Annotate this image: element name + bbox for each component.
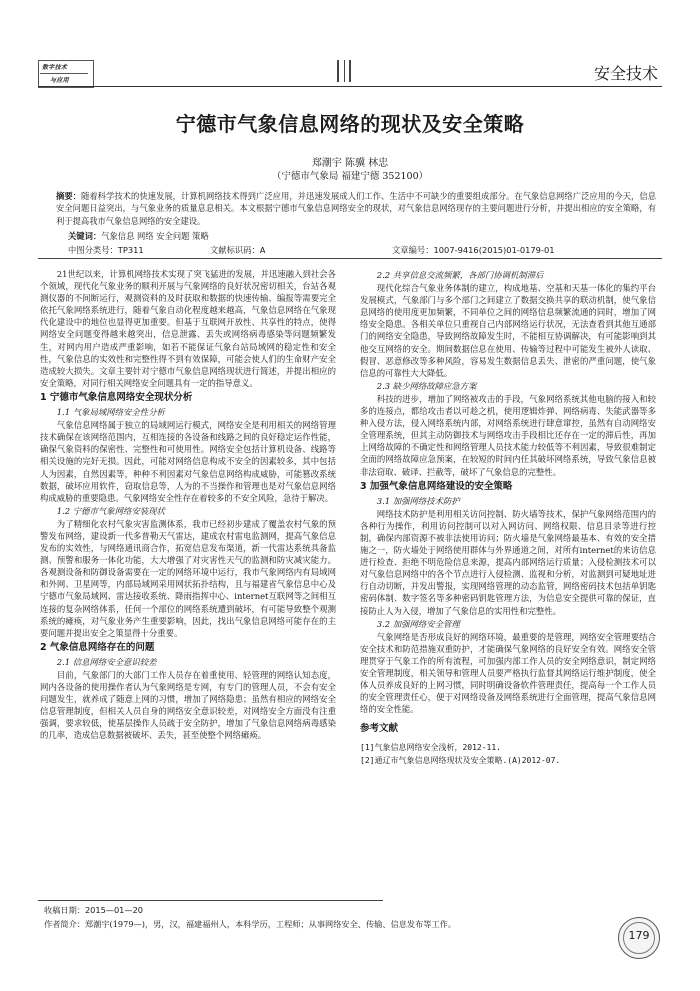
references-heading: 参考文献: [360, 723, 399, 735]
abstract-label: 摘要：: [56, 191, 82, 201]
keywords-text: 气象信息 网络 安全问题 策略: [101, 231, 209, 241]
reference-item: [2]通辽市气象信息网络现状及安全策略.(A)2012-07.: [360, 756, 561, 766]
article-number: 文章编号：1007-9416(2015)01-0179-01: [392, 245, 555, 255]
journal-logo-line2: 与应用: [50, 77, 69, 84]
journal-logo-line1: 数字技术: [42, 64, 68, 71]
section-heading: 1 宁德市气象信息网络安全现状分析: [40, 391, 193, 403]
author-affiliation: （宁德市气象局 福建宁德 352100）: [271, 171, 429, 182]
subsection-heading: 2.1 信息网络安全意识较差: [56, 656, 157, 667]
section-title: 安全技术: [593, 64, 658, 83]
clc-number: 中图分类号：TP311: [68, 245, 144, 255]
body-paragraph: 网络技术防护是利用相关访问控制、防火墙等技术，保护气象网络范围内的各种行为操作，利用访问控制可以对入网访问、网络权限、信息目录等进行控制，确保内部资源不被非法使用访问；防火墙是气象网络最基本、有效的安全措施之一，防火墙处于网络使用群体与外界通道之间，对所有internet的来访信息进行检查、拒绝不明危险信息来源，提高内部网络运行质量；入侵检测技术可以对气象信息网络中的各个节点进行入侵检测、监视和分析，对监测到可疑地址进行自动切断，并发出警报，实现网络管理的动态监管，网络密码技术包括单钥匙密码体制、数字签名等多种密码钥匙管理方法，为信息安全提供可靠的保证，直接防止人为入侵，增加了气象信息的实用性和完整性。: [360, 508, 656, 616]
subsection-heading: 2.2 共享信息交流频繁，各部门协调机制滞后: [376, 270, 544, 280]
intro-paragraph: 21世纪以来，计算机网络技术实现了突飞猛进的发展，并迅速融入到社会各个领域，现代化气象业务的顺利开展与气象网络的良好状况密切相关，台站各观测仪器的不间断运行，观测资料的及时获取和数据的快速传输、编报等需要完全依托气象网络系统进行，随着气象自动化程度越来越高，气象信息网络在气象现代化建设中的地位也显得更加重要。但基于互联网开放性、共享性的特点，使得网络安全问题变得越来越突出，信息泄露、丢失或网络病毒感染等问题频繁发生，对网内用户造成严重影响，如若不能保证气象台站局域网的稳定性和安全性，气象信息的实效性和完整性得不到有效保障，可能会使人们的生命财产安全造成较大损失。文章主要针对宁德市气象信息网络现状进行简述，并提出相应的安全策略，对同行相关网络安全问题具有一定的指导意义。: [40, 269, 336, 388]
subsection-heading: 2.3 缺少网络故障应急方案: [376, 380, 477, 391]
footnote-rule: [38, 900, 383, 901]
article-title: 宁德市气象信息网络的现状及安全策略: [175, 112, 525, 136]
body-paragraph: 气象信息网络属于独立的局域网运行模式，网络安全是利用相关的网络管理技术确保在该网络范围内，互相连接的各设备和线路之间的良好稳定运作性能，确保气象资料的保密性、完整性和可使用性。网络安全包括计算机设备、线路等相关设施的完好无损。因此，可能对网络信息构成不安全的因素较多，其中包括人为因素，自然因素等，种种不利因素对气象信息网络构成威胁，可能篡改系统数据，破坏应用软件，窃取信息等，人为的不当操作和管理也是对气象信息网络构成威胁的重要隐患。气象网络安全性存在着较多的不安全风险，急待于解决。: [40, 420, 336, 503]
header-bar: [349, 60, 351, 82]
subsection-heading: 1.1 气象局域网络安全性分析: [56, 407, 165, 418]
subsection-heading: 3.1 加强网络技术防护: [376, 495, 460, 506]
received-date: 收稿日期：2015—01—20: [44, 905, 143, 915]
body-paragraph: 现代化综合气象业务体制的建立，构成地基、空基和天基一体化的集约平台发展模式，气象部门与多个部门之间建立了数据交换共享的联动机制，使气象信息网络的使用度更加频繁，不同单位之间的网络信息频繁流通的同时，增加了网络安全隐患。各相关单位只重视自己内部网络运行状况，无法查看到其他互通部门的网络安全隐患，导致网络故障发生时，不能相互协调解决，有可能影响到其他交互网络的安全。期间数据信息在使用、传输等过程中可能发生被外人读取、假冒、恶意修改等多种风险，容易发生数据信息丢失、泄密的严重问题，使气象信息的可靠性大大降低。: [360, 283, 656, 378]
abstract: [56, 190, 656, 227]
logo-divider: [40, 73, 88, 74]
document-code: 文献标识码：A: [210, 245, 266, 255]
keywords: [68, 230, 209, 242]
left-column: [40, 268, 336, 742]
section-heading: 2 气象信息网络存在的问题: [40, 641, 155, 653]
article-authors: 郑潮宇 陈骥 林忠: [311, 158, 389, 169]
keywords-label: 关键词：: [68, 231, 102, 241]
meta-rule: [38, 258, 662, 259]
subsection-heading: 1.2 宁德市气象网络安装现状: [56, 505, 165, 516]
abstract-text: 随着科学技术的快速发展，计算机网络技术得到广泛应用，并迅速发展成人们工作、生活中不可缺少的重要组成部分。在气象信息网络广泛应用的今天，信息安全问题日益突出，与气象业务的质量息息相关。本文根据宁德市气象信息网络安全的现状，对气象信息网络现存的主要问题进行分析，并提出相应的安全策略，有利于提高我市气象信息网络的安全建设。: [56, 191, 656, 226]
body-paragraph: 科技的进步，增加了网络被攻击的手段，气象网络系统其他电脑的接入和较多的连接点，都给攻击者以可趁之机，使用逻辑炸弹、网络病毒、失能武器等多种入侵方法，侵入网络系统内部，对网络系统进行肆意窜控，虽然有自动网络安全管理系统，但其主动防御技术与网络攻击手段相比还存在一定的滞后性，再加上网络故障的不确定性和网络管理人员技术能力较低等不利因素，导致很难制定全面的网络故障应急预案，在较短的时间内任其破坏网络系统，导致气象信息被非法窃取、破译、拦截等，破坏了气象信息的完整性。: [360, 393, 656, 477]
subsection-heading: 3.2 加强网络安全管理: [376, 618, 460, 629]
page-number: 179: [628, 929, 650, 942]
body-paragraph: 为了精细化农村气象灾害监测体系，我市已经初步建成了覆盖农村气象的预警发布网络，建设新一代多普勒天气雷达，建成农村雷电监测网，提高气象信息发布的实效性，与网络通讯商合作，拓宽信息发布渠道，新一代雷达系统具备监测、预警和服务一体化功能，大大增强了对灾害性天气的监测和防灾减灾能力。各观测设备和防御设备需要在一定的网络环境中运行，我市气象网络内有局域网和外网、卫星网等，内部局域网采用网状拓扑结构，且与福建省气象信息中心及宁德市气象局域网、雷达接收系统、降雨指挥中心、internet互联网等之间相互连接的复杂网络体系，任何一个部位的网络系统遭到破坏，有可能导致整个观测系统的瘫痪，对气象业务产生重要影响，因此，找出气象信息网络可能存在的主要问题并提出安全之策显得十分重要。: [40, 518, 336, 638]
body-paragraph: 气象网络是否形成良好的网络环境，最重要的是管理，网络安全管理要结合安全技术和防范措施双重防护，才能确保气象网络的良好安全有效。网络安全管理贯穿于气象工作的所有流程，可加强内部工作人员的安全网络意识，制定网络安全管理制度，相关领导和管理人员要严格执行监督其网络运行维护制度，使全体人员养成良好的上网习惯，同时明确设备软件管理责任，提高每一个工作人员的安全管理责任心，便于对网络设备及网络系统进行全面管理，提高气象信息网络的安全性能。: [360, 631, 656, 715]
body-paragraph: 目前，气象部门的大部门工作人员存在着重使用、轻管理的网络认知态度，网内各设备的使用操作者认为气象网络是专网，有专门的管理人员，不会有安全问题发生，就养成了随意上网的习惯，增加了网络隐患；虽然有相应的网络安全信息管理制度，但相关人员自身的网络安全意识较差，对网络安全方面没有注重强调，要求较低，使基层操作人员疏于安全防护，增加了气象信息网络病毒感染的几率，造成信息数据被破坏、丢失，甚至使整个网络瘫痪。: [40, 670, 336, 741]
header-bar: [337, 60, 339, 82]
right-column: [360, 268, 656, 767]
header-rule: [38, 86, 662, 87]
header-bar: [344, 60, 345, 82]
section-heading: 3 加强气象信息网络建设的安全策略: [360, 480, 513, 492]
reference-item: [1]气象信息网络安全浅析，2012-11.: [360, 743, 501, 753]
author-bio: 作者简介：郑潮宇(1979—)，男，汉，福建福州人，本科学历，工程师；从事网络安全、传输、信息发布等工作。: [44, 919, 457, 929]
